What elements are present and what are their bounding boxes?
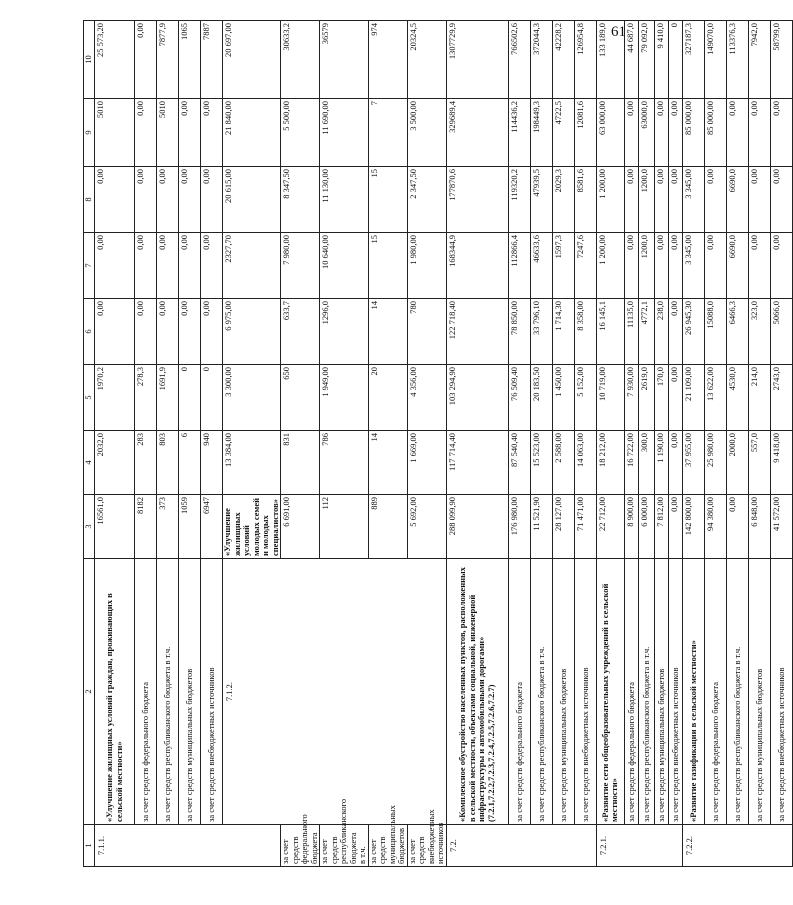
cell-value: 8182 xyxy=(135,495,157,559)
row-name: «Развитие газификации в сельской местности» xyxy=(682,559,704,825)
table-row-program xyxy=(95,21,135,867)
cell-value: 41 572,00 xyxy=(770,495,792,559)
row-code: 7.1.1. xyxy=(95,825,281,867)
cell-value: 0,00 xyxy=(95,299,135,365)
cell-value: 2743,0 xyxy=(770,365,792,431)
cell-value: 0,00 xyxy=(135,233,157,299)
cell-value: 0,00 xyxy=(668,365,682,431)
cell-value: 113376,3 xyxy=(726,21,748,99)
cell-value: 112 xyxy=(320,495,369,559)
cell-value: 557,0 xyxy=(748,431,770,495)
cell-value: 16561,0 xyxy=(95,495,135,559)
cell-value: 10 640,00 xyxy=(320,233,369,299)
cell-value: 20 xyxy=(368,365,407,431)
cell-value: 76 509,40 xyxy=(508,365,530,431)
cell-value: 0,00 xyxy=(704,233,726,299)
cell-value: 13 622,00 xyxy=(704,365,726,431)
cell-value: 323,0 xyxy=(748,299,770,365)
cell-value: 15088,0 xyxy=(704,299,726,365)
cell-value: 0,00 xyxy=(770,99,792,167)
cell-value: 238,0 xyxy=(654,299,668,365)
row-name: за счет средств внебюджетных источников xyxy=(407,825,446,867)
cell-value: 3 300,00 xyxy=(223,365,281,431)
cell-value: 372044,3 xyxy=(530,21,552,99)
row-name: за счет средств республиканского бюджета в т.ч. xyxy=(726,559,748,825)
cell-value: 6 848,00 xyxy=(748,495,770,559)
cell-value: 633,7 xyxy=(281,299,320,365)
cell-value: 2000,0 xyxy=(726,431,748,495)
column-header: 5 xyxy=(84,365,95,431)
cell-value: 0,00 xyxy=(770,167,792,233)
cell-value: 20324,5 xyxy=(407,21,446,99)
cell-value: 0,00 xyxy=(770,233,792,299)
table-row-funding xyxy=(179,21,201,867)
cell-value: 1200,0 xyxy=(638,167,654,233)
cell-value: 0,00 xyxy=(726,495,748,559)
cell-value: 198449,3 xyxy=(530,99,552,167)
cell-value: 11 130,00 xyxy=(320,167,369,233)
cell-value: 0,00 xyxy=(135,99,157,167)
cell-value: 1691,9 xyxy=(157,365,179,431)
cell-value: 327187,3 xyxy=(682,21,704,99)
cell-value: 18 212,00 xyxy=(596,431,624,495)
cell-value: 126954,8 xyxy=(574,21,596,99)
cell-value: 26 945,30 xyxy=(682,299,704,365)
cell-value: 2327,70 xyxy=(223,233,281,299)
row-name: за счет средств муниципальных бюджетов xyxy=(552,559,574,825)
cell-value: 25 573,20 xyxy=(95,21,135,99)
table-row-program xyxy=(446,21,508,867)
table-row-funding xyxy=(508,21,530,867)
row-name: «Комплексное обустройство населенных пунктов, расположенных в сельской местности, объектами социальной, инженерной инфраструктуры и автомобильными дорогами» (7.2.1,7.2.2,7.2.3,7.2.4,7.2.5,7.2.6,7.2.7) xyxy=(446,559,508,825)
cell-value: 7 xyxy=(368,99,407,167)
cell-value: 5010 xyxy=(95,99,135,167)
cell-value: 71 471,00 xyxy=(574,495,596,559)
column-header: 1 xyxy=(84,825,95,867)
cell-value: 4 356,00 xyxy=(407,365,446,431)
row-name: за счет средств республиканского бюджета в т.ч. xyxy=(638,559,654,825)
cell-value: 28 127,00 xyxy=(552,495,574,559)
cell-value: 278,3 xyxy=(135,365,157,431)
row-name: за счет средств республиканского бюджета в т.ч. xyxy=(530,559,552,825)
cell-value: 25 980,00 xyxy=(704,431,726,495)
cell-value: 63 000,00 xyxy=(596,99,624,167)
cell-value: 7 980,00 xyxy=(281,233,320,299)
rotated-table-container xyxy=(83,21,786,867)
cell-value: 1 949,00 xyxy=(320,365,369,431)
cell-value: 0,00 xyxy=(704,167,726,233)
cell-value: 117 714,40 xyxy=(446,431,508,495)
cell-value: 0,00 xyxy=(179,99,201,167)
cell-value: 2619,0 xyxy=(638,365,654,431)
row-name: за счет средств муниципальных бюджетов xyxy=(654,559,668,825)
cell-value: 78 850,00 xyxy=(508,299,530,365)
cell-value: 11135,0 xyxy=(624,299,638,365)
cell-value: 14 063,00 xyxy=(574,431,596,495)
budget-table xyxy=(83,20,793,867)
table-row-funding xyxy=(624,21,638,867)
table-row-program xyxy=(596,21,624,867)
cell-value: 0,00 xyxy=(726,99,748,167)
cell-value: 94 380,00 xyxy=(704,495,726,559)
cell-value: 831 xyxy=(281,431,320,495)
cell-value: 329689,4 xyxy=(446,99,508,167)
cell-value: 133 189,0 xyxy=(596,21,624,99)
table-row-funding xyxy=(135,21,157,867)
cell-value: 63000,0 xyxy=(638,99,654,167)
row-name: за счет средств внебюджетных источников xyxy=(574,559,596,825)
cell-value: 103 294,90 xyxy=(446,365,508,431)
cell-value: 21 109,00 xyxy=(682,365,704,431)
cell-value: 0,00 xyxy=(654,99,668,167)
cell-value: 5 152,00 xyxy=(574,365,596,431)
cell-value: 0,00 xyxy=(748,99,770,167)
cell-value: 0,00 xyxy=(157,299,179,365)
table-row-funding xyxy=(748,21,770,867)
cell-value: 0,00 xyxy=(135,21,157,99)
cell-value: 6 000,00 xyxy=(638,495,654,559)
cell-value: 7942,0 xyxy=(748,21,770,99)
table-row-funding xyxy=(574,21,596,867)
cell-value: 0,00 xyxy=(179,167,201,233)
row-code: 7.2.1. xyxy=(596,825,682,867)
cell-value: 0,00 xyxy=(668,233,682,299)
cell-value: 0,00 xyxy=(157,233,179,299)
cell-value: 0,00 xyxy=(668,431,682,495)
cell-value: 11 690,00 xyxy=(320,99,369,167)
cell-value: 15 xyxy=(368,233,407,299)
row-name: за счет средств федерального бюджета xyxy=(135,559,157,825)
cell-value: 1597,3 xyxy=(552,233,574,299)
cell-value: 1 980,00 xyxy=(407,233,446,299)
cell-value: 8 358,00 xyxy=(574,299,596,365)
table-body xyxy=(95,21,793,867)
cell-value: 3 345,00 xyxy=(682,167,704,233)
table-row-funding xyxy=(726,21,748,867)
table-row-funding xyxy=(157,21,179,867)
cell-value: 6 xyxy=(179,431,201,495)
cell-value: 4530,0 xyxy=(726,365,748,431)
cell-value: 79 092,0 xyxy=(638,21,654,99)
cell-value: 14 xyxy=(368,431,407,495)
column-header: 7 xyxy=(84,233,95,299)
row-name: за счет средств муниципальных бюджетов xyxy=(368,825,407,867)
cell-value: 6690,0 xyxy=(726,233,748,299)
cell-value: 7 812,00 xyxy=(654,495,668,559)
cell-value: 2 588,00 xyxy=(552,431,574,495)
cell-value: 2029,3 xyxy=(552,167,574,233)
cell-value: 0,00 xyxy=(668,99,682,167)
table-row-funding xyxy=(638,21,654,867)
cell-value: 1 450,00 xyxy=(552,365,574,431)
cell-value: 3 500,00 xyxy=(407,99,446,167)
cell-value: 1059 xyxy=(179,495,201,559)
cell-value: 0,00 xyxy=(135,167,157,233)
cell-value: 1200,0 xyxy=(638,233,654,299)
cell-value: 288 099,90 xyxy=(446,495,508,559)
cell-value: 16 722,00 xyxy=(624,431,638,495)
table-row-funding xyxy=(770,21,792,867)
cell-value: 9 410,0 xyxy=(654,21,668,99)
cell-value: 114436,2 xyxy=(508,99,530,167)
cell-value: 122 718,40 xyxy=(446,299,508,365)
cell-value: 7877,9 xyxy=(157,21,179,99)
row-name: за счет средств республиканского бюджета в т.ч. xyxy=(157,559,179,825)
cell-value: 0,00 xyxy=(95,233,135,299)
cell-value: 33 796,10 xyxy=(530,299,552,365)
cell-value: 214,0 xyxy=(748,365,770,431)
cell-value: 44 687,0 xyxy=(624,21,638,99)
cell-value: 6 975,00 xyxy=(223,299,281,365)
row-code: 7.2.2. xyxy=(682,825,792,867)
cell-value: 0,00 xyxy=(748,233,770,299)
row-name: за счет средств федерального бюджета xyxy=(704,559,726,825)
cell-value: 0,00 xyxy=(201,299,223,365)
cell-value: 168344,9 xyxy=(446,233,508,299)
cell-value: 803 xyxy=(157,431,179,495)
cell-value: 13 384,00 xyxy=(223,431,281,495)
cell-value: 15 523,00 xyxy=(530,431,552,495)
row-name: за счет средств внебюджетных источников xyxy=(770,559,792,825)
cell-value: 11 521,90 xyxy=(530,495,552,559)
cell-value: 42228,2 xyxy=(552,21,574,99)
cell-value: 0,00 xyxy=(201,233,223,299)
column-header: 9 xyxy=(84,99,95,167)
cell-value: 149070,0 xyxy=(704,21,726,99)
cell-value: 2 347,50 xyxy=(407,167,446,233)
column-header: 8 xyxy=(84,167,95,233)
row-name: «Улучшение жилищных условий молодых семей и молодых специалистов» xyxy=(223,495,281,559)
cell-value: 0,00 xyxy=(95,167,135,233)
cell-value: 14 xyxy=(368,299,407,365)
table-row-program xyxy=(682,21,704,867)
cell-value: 0,00 xyxy=(654,167,668,233)
cell-value: 8 347,50 xyxy=(281,167,320,233)
cell-value: 36579 xyxy=(320,21,369,99)
cell-value: 650 xyxy=(281,365,320,431)
cell-value: 58799,0 xyxy=(770,21,792,99)
cell-value: 0,00 xyxy=(179,233,201,299)
cell-value: 47939,5 xyxy=(530,167,552,233)
cell-value: 6466,3 xyxy=(726,299,748,365)
table-header-row xyxy=(84,21,95,867)
row-name: за счет средств муниципальных бюджетов xyxy=(179,559,201,825)
cell-value: 889 xyxy=(368,495,407,559)
table-row-funding xyxy=(654,21,668,867)
page-number: 61 xyxy=(611,24,626,40)
cell-value: 12081,6 xyxy=(574,99,596,167)
cell-value: 0,00 xyxy=(624,233,638,299)
table-row-funding xyxy=(704,21,726,867)
cell-value: 0,00 xyxy=(624,99,638,167)
cell-value: 8581,6 xyxy=(574,167,596,233)
cell-value: 766502,6 xyxy=(508,21,530,99)
cell-value: 300,0 xyxy=(638,431,654,495)
cell-value: 0,00 xyxy=(179,299,201,365)
cell-value: 7 930,00 xyxy=(624,365,638,431)
cell-value: 0 xyxy=(179,365,201,431)
cell-value: 1 200,00 xyxy=(596,233,624,299)
cell-value: 142 800,00 xyxy=(682,495,704,559)
cell-value: 170,0 xyxy=(654,365,668,431)
cell-value: 4772,1 xyxy=(638,299,654,365)
cell-value: 6 691,00 xyxy=(281,495,320,559)
cell-value: 20 697,00 xyxy=(223,21,281,99)
cell-value: 0,00 xyxy=(135,299,157,365)
cell-value: 940 xyxy=(201,431,223,495)
row-name: «Развитие сети общеобразовательных учреждений в сельской местности» xyxy=(596,559,624,825)
cell-value: 10 719,00 xyxy=(596,365,624,431)
cell-value: 5010 xyxy=(157,99,179,167)
cell-value: 85 000,00 xyxy=(704,99,726,167)
cell-value: 780 xyxy=(407,299,446,365)
cell-value: 0,00 xyxy=(668,167,682,233)
cell-value: 15 xyxy=(368,167,407,233)
column-header: 10 xyxy=(84,21,95,99)
row-code: 7.1.2. xyxy=(223,559,447,825)
cell-value: 373 xyxy=(157,495,179,559)
cell-value: 1296,0 xyxy=(320,299,369,365)
row-name: за счет средств республиканского бюджета в т.ч. xyxy=(320,825,369,867)
cell-value: 0,00 xyxy=(624,167,638,233)
cell-value: 283 xyxy=(135,431,157,495)
cell-value: 1065 xyxy=(179,21,201,99)
row-name: «Улучшение жилищных условий граждан, проживающих в сельской местности» xyxy=(95,559,135,825)
cell-value: 6947 xyxy=(201,495,223,559)
cell-value: 20 615,00 xyxy=(223,167,281,233)
cell-value: 5 500,00 xyxy=(281,99,320,167)
cell-value: 9 418,00 xyxy=(770,431,792,495)
cell-value: 4722,5 xyxy=(552,99,574,167)
cell-value: 0,00 xyxy=(748,167,770,233)
cell-value: 7247,6 xyxy=(574,233,596,299)
cell-value: 176 980,00 xyxy=(508,495,530,559)
cell-value: 3 345,00 xyxy=(682,233,704,299)
row-name: за счет средств федерального бюджета xyxy=(281,825,320,867)
cell-value: 20 183,50 xyxy=(530,365,552,431)
cell-value: 0,00 xyxy=(668,299,682,365)
cell-value: 1 669,00 xyxy=(407,431,446,495)
row-name: за счет средств внебюджетных источников xyxy=(201,559,223,825)
cell-value: 0 xyxy=(201,365,223,431)
row-name: за счет средств федерального бюджета xyxy=(508,559,530,825)
cell-value: 30633,2 xyxy=(281,21,320,99)
column-header: 3 xyxy=(84,495,95,559)
cell-value: 0 xyxy=(668,21,682,99)
cell-value: 87 540,40 xyxy=(508,431,530,495)
cell-value: 974 xyxy=(368,21,407,99)
row-name: за счет средств федерального бюджета xyxy=(624,559,638,825)
cell-value: 22 712,00 xyxy=(596,495,624,559)
column-header: 2 xyxy=(84,559,95,825)
cell-value: 6690,0 xyxy=(726,167,748,233)
cell-value: 5066,0 xyxy=(770,299,792,365)
cell-value: 5 692,00 xyxy=(407,495,446,559)
cell-value: 1 200,00 xyxy=(596,167,624,233)
cell-value: 0,00 xyxy=(201,99,223,167)
cell-value: 46633,6 xyxy=(530,233,552,299)
cell-value: 786 xyxy=(320,431,369,495)
cell-value: 2032,0 xyxy=(95,431,135,495)
cell-value: 1307729,9 xyxy=(446,21,508,99)
cell-value: 177870,6 xyxy=(446,167,508,233)
cell-value: 8 900,00 xyxy=(624,495,638,559)
cell-value: 1970,2 xyxy=(95,365,135,431)
cell-value: 0,00 xyxy=(157,167,179,233)
row-name: за счет средств муниципальных бюджетов xyxy=(748,559,770,825)
table-row-funding xyxy=(201,21,223,867)
cell-value: 85 000,00 xyxy=(682,99,704,167)
column-header: 6 xyxy=(84,299,95,365)
table-row-funding xyxy=(668,21,682,867)
row-code: 7.2. xyxy=(446,825,596,867)
cell-value: 7887 xyxy=(201,21,223,99)
table-row-funding xyxy=(552,21,574,867)
cell-value: 1 190,00 xyxy=(654,431,668,495)
cell-value: 0,00 xyxy=(668,495,682,559)
row-name: за счет средств внебюджетных источников xyxy=(668,559,682,825)
table-row-program xyxy=(223,21,281,867)
table-row-funding xyxy=(530,21,552,867)
cell-value: 0,00 xyxy=(201,167,223,233)
cell-value: 119320,2 xyxy=(508,167,530,233)
cell-value: 37 955,00 xyxy=(682,431,704,495)
cell-value: 1 714,30 xyxy=(552,299,574,365)
column-header: 4 xyxy=(84,431,95,495)
cell-value: 112866,4 xyxy=(508,233,530,299)
cell-value: 0,00 xyxy=(654,233,668,299)
cell-value: 21 840,00 xyxy=(223,99,281,167)
cell-value: 16 145,1 xyxy=(596,299,624,365)
